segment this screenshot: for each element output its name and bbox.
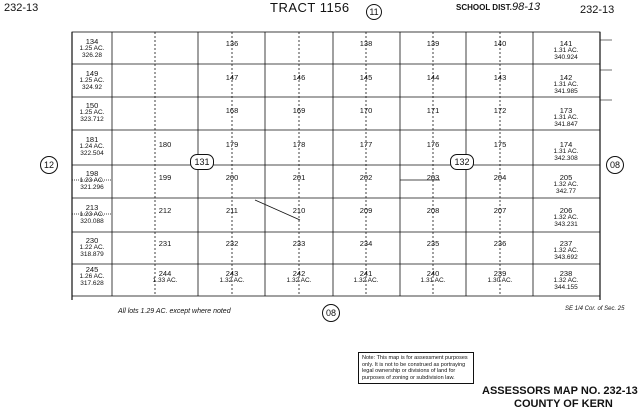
lot-212: 212: [158, 206, 172, 215]
lot-146: 146: [292, 73, 306, 82]
all-lots-note: All lots 1.29 AC. except where noted: [118, 308, 231, 315]
lot-177: 177: [359, 140, 373, 149]
lot-145: 145: [359, 73, 373, 82]
lot-204: 204: [493, 173, 507, 182]
lot-168: 168: [225, 106, 239, 115]
lot-172: 172: [493, 106, 507, 115]
lot-134: 134 1.25 AC. 326.28: [79, 37, 105, 59]
lot-141: 141 1.31 AC. 340.924: [553, 39, 579, 61]
lot-213: 213 1.23 AC. 320.088: [79, 203, 105, 225]
lot-241: 241 1.32 AC.: [353, 269, 379, 284]
lot-209: 209: [359, 206, 373, 215]
lot-243: 243 1.32 AC.: [219, 269, 245, 284]
adjacent-map-right: 08: [606, 156, 624, 174]
lot-180: 180: [158, 140, 172, 149]
corner-note: SE 1/4 Cor. of Sec. 25: [565, 306, 625, 312]
lot-211: 211: [226, 206, 238, 215]
lot-169: 169: [292, 106, 306, 115]
lot-178: 178: [292, 140, 306, 149]
school-dist-value: 98-13: [512, 1, 541, 13]
lot-242: 242 1.32 AC.: [286, 269, 312, 284]
assessors-map-title: ASSESSORS MAP NO. 232-13: [482, 385, 638, 397]
lot-176: 176: [426, 140, 440, 149]
lot-236: 236: [493, 239, 507, 248]
lot-198: 198 1.23 AC. 321.296: [79, 169, 105, 191]
lot-203: 203: [426, 173, 440, 182]
tract-title: TRACT 1156: [270, 0, 350, 15]
lot-140: 140: [493, 39, 507, 48]
section-label-131: 131: [190, 154, 214, 170]
disclaimer-note: Note: This map is for assessment purposes only. It is not to be construed as portraying legal ownership or divisions of land for purposes of zoning or subdivision law.: [358, 352, 474, 384]
lot-240: 240 1.31 AC.: [420, 269, 446, 284]
lot-144: 144: [426, 73, 440, 82]
lot-142: 142 1.31 AC. 341.985: [553, 73, 579, 95]
lot-230: 230 1.22 AC. 318.879: [79, 236, 105, 258]
lot-234: 234: [359, 239, 373, 248]
lot-179: 179: [225, 140, 239, 149]
lot-170: 170: [359, 106, 373, 115]
lot-171: 171: [426, 106, 440, 115]
lot-206: 206 1.32 AC. 343.231: [553, 206, 579, 228]
lot-173: 173 1.31 AC. 341.847: [553, 106, 579, 128]
lot-233: 233: [292, 239, 306, 248]
section-label-132: 132: [450, 154, 474, 170]
lot-210: 210: [292, 206, 306, 215]
map-page-number-right: 232-13: [580, 4, 615, 16]
tract-circle: 11: [366, 4, 382, 20]
county-name: COUNTY OF KERN: [514, 398, 613, 410]
lot-232: 232: [225, 239, 239, 248]
lot-238: 238 1.32 AC. 344.155: [553, 269, 579, 291]
adjacent-map-bottom: 08: [322, 304, 340, 322]
lot-147: 147: [225, 73, 239, 82]
lot-231: 231: [158, 239, 172, 248]
lot-207: 207: [493, 206, 507, 215]
lot-237: 237 1.32 AC. 343.692: [553, 239, 579, 261]
lot-235: 235: [426, 239, 440, 248]
lot-150: 150 1.25 AC. 323.712: [79, 101, 105, 123]
lot-200: 200: [225, 173, 239, 182]
lot-205: 205 1.32 AC. 342.77: [553, 173, 579, 195]
lot-202: 202: [359, 173, 373, 182]
lot-239: 239 1.30 AC.: [487, 269, 513, 284]
lot-244: 244 1.33 AC.: [152, 269, 178, 284]
adjacent-map-left: 12: [40, 156, 58, 174]
lot-149: 149 1.25 AC. 324.92: [79, 69, 105, 91]
lot-174: 174 1.31 AC. 342.308: [553, 140, 579, 162]
school-dist-label: SCHOOL DIST.: [456, 3, 512, 12]
lot-208: 208: [426, 206, 440, 215]
lot-136: 136: [225, 39, 239, 48]
lot-201: 201: [292, 173, 306, 182]
lot-139: 139: [426, 39, 440, 48]
lot-175: 175: [493, 140, 507, 149]
lot-143: 143: [493, 73, 507, 82]
lot-199: 199: [158, 173, 172, 182]
lot-138: 138: [359, 39, 373, 48]
lot-245: 245 1.26 AC. 317.628: [79, 265, 105, 287]
lot-181: 181 1.24 AC. 322.504: [79, 135, 105, 157]
map-page-number: 232-13: [4, 2, 39, 14]
